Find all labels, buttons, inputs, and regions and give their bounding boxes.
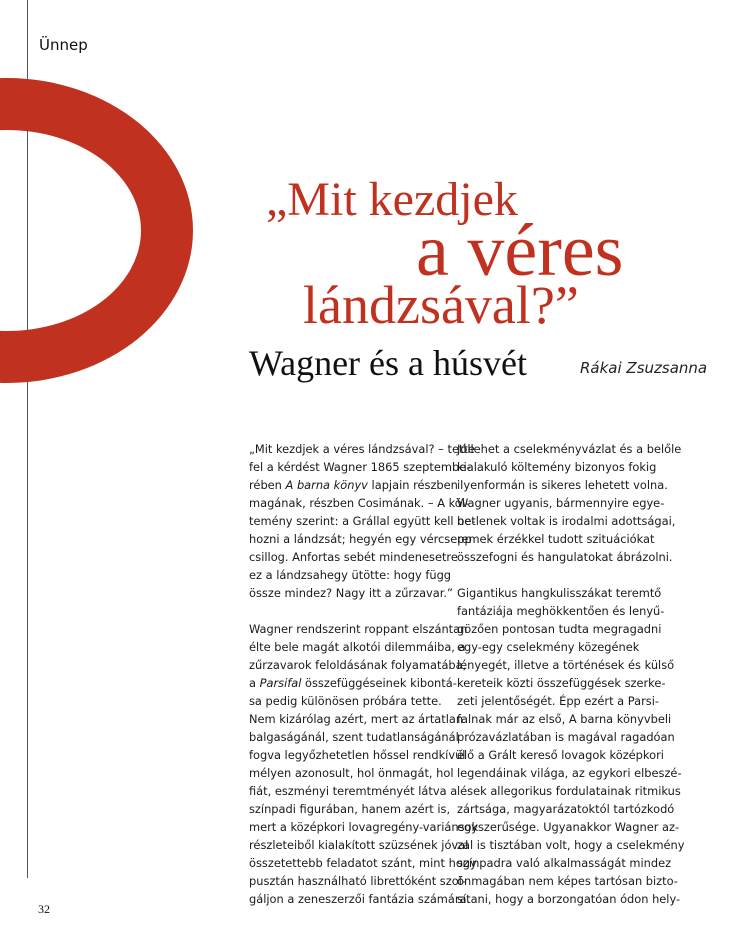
text-line [249,782,458,800]
text-column-left [249,440,479,908]
text-line [249,800,449,818]
line-text: ilyenformán is sikeres lehetett volna. [457,478,668,492]
text-line [249,476,458,494]
line-text: zártsága, magyarázatoktól tartózkodó [457,802,675,816]
text-line [249,458,471,476]
line-text: egyszerűsége. Ugyanakkor Wagner az- [457,820,680,834]
text-line [457,692,657,710]
line-text: egy-egy cselekmény közegének [457,640,640,654]
headline-line-1: „Mit kezdjek [266,173,518,226]
text-line [249,728,459,746]
line-text: zűrzavarok feloldásának folyamatába, [249,658,467,672]
line-text: csillog. Anfortas sebét mindenesetre [249,550,458,564]
text-line [249,548,458,566]
line-text: fiát, eszményi teremtményét látva a [249,784,458,798]
line-text: pusztán használható librettóként szol- [249,874,466,888]
text-line [249,836,469,854]
line-text: Nem kizárólag azért, mert az ártatlan [249,712,464,726]
text-line [249,494,470,512]
line-text: élő a Grált kereső lovagok középkori [457,748,664,762]
text-line [249,674,457,692]
text-line [457,656,675,674]
text-line [249,512,476,530]
text-line [457,494,665,512]
text-line [457,836,685,854]
text-line [249,530,472,548]
line-text: kereteik közti összefüggések szerke- [457,676,666,690]
text-line [457,710,672,728]
line-text: temény szerint: a Grállal együtt kell be- [249,514,476,528]
line-text: legendáinak világa, az egykori elbeszé- [457,766,682,780]
text-column-right [457,440,685,908]
text-line [249,764,454,782]
line-text: fantáziája meghökkentően és lenyű- [457,604,665,618]
text-line [457,800,675,818]
text-line [249,692,449,710]
text-line [457,602,665,620]
line-text: netlenek voltak is irodalmi adottságai, [457,514,676,528]
line-text: fel a kérdést Wagner 1865 szeptembe- [249,460,471,474]
decorative-ring [0,78,193,383]
line-text: lényegét, illetve a történések és külső [457,658,675,672]
line-text: Gigantikus hangkulisszákat teremtő [457,586,662,600]
text-line [249,440,475,458]
line-text-after: lapjain részben [367,478,458,492]
text-line [457,728,675,746]
text-line [457,674,666,692]
line-text: összetettebb feladatot szánt, mint hogy [249,856,477,870]
line-text: magának, részben Cosimának. – A köl- [249,496,470,510]
text-line [249,710,464,728]
line-text: falnak már az első, A barna könyvbeli [457,712,672,726]
line-text: kialakuló költemény bizonyos fokig [457,460,657,474]
text-line [457,638,657,656]
author-name: Rákai Zsuzsanna [580,359,708,377]
text-line [249,620,468,638]
line-text: önmagában nem képes tartósan bizto- [457,874,678,888]
line-text: sítani, hogy a borzongatóan ódon hely- [457,892,681,906]
text-line [249,890,471,908]
headline-line-2: a véres [416,210,624,292]
text-line [457,512,676,530]
text-line [457,818,680,836]
line-text: mert a középkori lovagregény-variánsok [249,820,479,834]
text-line [249,872,466,890]
line-text: „Mit kezdjek a véres lándzsával? – tette [249,442,475,456]
text-line [249,566,452,584]
line-text: színpadi figurában, hanem azért is, [249,802,451,816]
page-number: 32 [38,902,50,916]
text-line [457,764,682,782]
text-line [457,476,668,494]
line-text: hozni a lándzsát; hegyén egy vércsepp [249,532,472,546]
text-line [457,458,657,476]
paragraph-gap [249,602,449,620]
line-text: Wagner ugyanis, bármennyire egye- [457,496,665,510]
line-text: színpadra való alkalmasságát mindez [457,856,672,870]
text-line [457,746,664,764]
text-line [457,548,673,566]
line-text: gáljon a zeneszerzői fantázia számára. [249,892,471,906]
text-line [249,746,466,764]
line-text: gözően pontosan tudta megragadni [457,622,662,636]
line-text: prózavázlatában is magával ragadóan [457,730,675,744]
text-line [457,620,662,638]
line-text: össze mindez? Nagy itt a zűrzavar.” [249,586,453,600]
line-text: élte bele magát alkotói dilemmáiba, a [249,640,466,654]
line-text: rében [249,478,286,492]
line-text: zeti jelentőségét. Épp ezért a Parsi- [457,694,659,708]
line-text: fogva legyőzhetetlen hőssel rendkívül [249,748,466,762]
text-line [249,854,477,872]
line-text: Wagner rendszerint roppant elszántan [249,622,468,636]
italic-title: Parsifal [259,676,302,690]
line-text: sa pedig különösen próbára tette. [249,694,442,708]
text-line [249,638,466,656]
text-line [249,584,453,602]
section-label: Ünnep [39,36,88,54]
paragraph-gap [457,566,657,584]
headline-line-3: lándzsával?” [303,275,579,335]
text-line [249,818,479,836]
line-text: remek érzékkel tudott szituációkat [457,532,655,546]
text-line [457,854,672,872]
line-text: ez a lándzsahegy ütötte: hogy függ [249,568,452,582]
text-line [457,584,662,602]
text-line [457,890,681,908]
line-text: a [249,676,260,690]
line-text: Jóllehet a cselekményvázlat és a belőle [457,442,682,456]
text-line [457,782,681,800]
line-text: balgaságánál, szent tudatlanságánál [249,730,459,744]
article-subtitle: Wagner és a húsvét [249,343,527,383]
italic-title: A barna könyv [285,478,368,492]
text-line [457,530,657,548]
line-text: lések allegorikus fordulatainak ritmikus [457,784,681,798]
line-text: zal is tisztában volt, hogy a cselekmény [457,838,685,852]
line-text: részleteiből kialakított szüzsének jóval [249,838,469,852]
line-text: mélyen azonosult, hol önmagát, hol [249,766,454,780]
text-line [457,440,682,458]
text-line [249,656,467,674]
line-text-after: összefüggéseinek kibontá- [301,676,457,690]
line-text: összefogni és hangulatokat ábrázolni. [457,550,673,564]
text-line [457,872,678,890]
